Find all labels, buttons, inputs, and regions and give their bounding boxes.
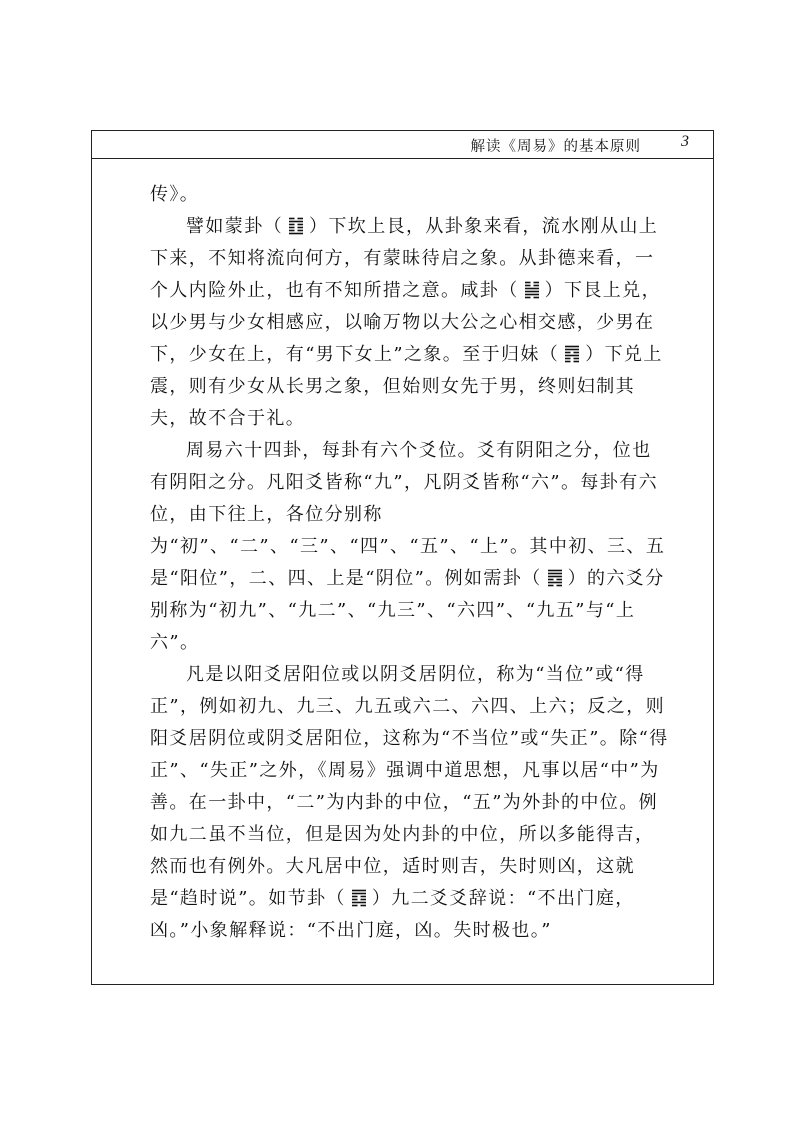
yin-line-segment [289,227,295,229]
yin-line-segment [525,297,531,299]
yin-line-segment [533,297,539,299]
yang-line [548,582,562,584]
yin-line-segment [352,899,358,901]
yin-line-segment [360,896,366,898]
yin-line-segment [548,585,554,587]
yin-line-segment [574,361,580,363]
yin-line-segment [556,585,562,587]
running-title: 解读《周易》的基本原则 [470,139,641,155]
yin-line-segment [360,899,366,901]
yin-line-segment [525,282,531,284]
paragraph-line-positions: 周易六十四卦，每卦有六个爻位。爻有阴阳之分，位也有阴阳之分。凡阳爻皆称“九”，凡阴爻皆称“六”。每卦有六位，由下往上，各位分别称为“初”、“二”、“三”、“四”、“五”、“上”。其中初、三、五是“阳位”，二、四、上是“阴位”。例如需卦（ ）的六爻分别称为“初九”、“九二”、“九三”、“六四”、“九五”与“上六”。 [150,440,666,653]
yang-line [565,346,579,348]
yin-line-segment [298,224,304,226]
yin-line-segment [360,905,366,907]
yin-line-segment [298,218,304,220]
hexagram-jie-icon [352,889,366,907]
yang-line [525,288,539,290]
yin-line-segment [289,218,295,220]
yang-line [565,355,579,357]
yin-line-segment [556,579,562,581]
yang-line [289,221,303,223]
yang-line [548,573,562,575]
page-header [92,131,713,159]
yang-line [548,570,562,572]
yin-line-segment [289,230,295,232]
yin-line-segment [565,361,571,363]
hexagram-meng-icon [289,217,303,235]
yin-line-segment [289,224,295,226]
paragraph-continuation: 传》。 [150,184,200,205]
hexagram-guimei-icon [565,345,579,363]
yin-line-segment [298,230,304,232]
yin-line-segment [574,352,580,354]
yang-line [548,576,562,578]
yin-line-segment [525,285,531,287]
paragraph-correct-position: 凡是以阳爻居阳位或以阴爻居阴位，称为“当位”或“得正”，例如初九、九三、九五或六二、六四、上六；反之，则阳爻居阴位或阴爻居阳位，这称为“不当位”或“失正”。除“得正”、“失正”之外，《周易》强调中道思想，凡事以居“中”为善。在一卦中，“二”为内卦的中位，“五”为外卦的中位。例如九二虽不当位，但是因为处内卦的中位，所以多能得吉，然而也有例外。大凡居中位，适时则吉，失时则凶，这就是“趋时说”。如节卦（ ）九二爻爻辞说：“不出门庭，凶。”小象解释说：“不出门庭，凶。失时极也。” [150,664,669,941]
page-number: 3 [681,133,689,150]
yang-line [525,294,539,296]
yin-line-segment [548,579,554,581]
page-frame [91,130,714,985]
hexagram-xu-icon [548,569,562,587]
hexagram-xian-icon [525,281,539,299]
yin-line-segment [352,905,358,907]
yin-line-segment [352,896,358,898]
yin-line-segment [565,352,571,354]
yin-line-segment [298,227,304,229]
yang-line [352,890,366,892]
yang-line [565,349,579,351]
paragraph-hexagram-examples: 譬如蒙卦（ ）下坎上艮，从卦象来看，流水刚从山上下来，不知将流向何方，有蒙昧待启之象。从卦德来看，一个人内险外止，也有不知所措之意。咸卦（ ）下艮上兑，以少男与少女相感应，以喻万物以大公之心相交感，少男在下，少女在上，有“男下女上”之象。至于归妹（ ）下兑上震，则有少女从长男之象，但始则女先于男，终则妇制其夫，故不合于礼。 [150,216,663,429]
yin-line-segment [565,358,571,360]
yang-line [352,902,366,904]
yang-line [289,233,303,235]
body-text [150,179,670,947]
yin-line-segment [533,285,539,287]
yin-line-segment [574,358,580,360]
yang-line [525,291,539,293]
yang-line [352,893,366,895]
yin-line-segment [533,282,539,284]
